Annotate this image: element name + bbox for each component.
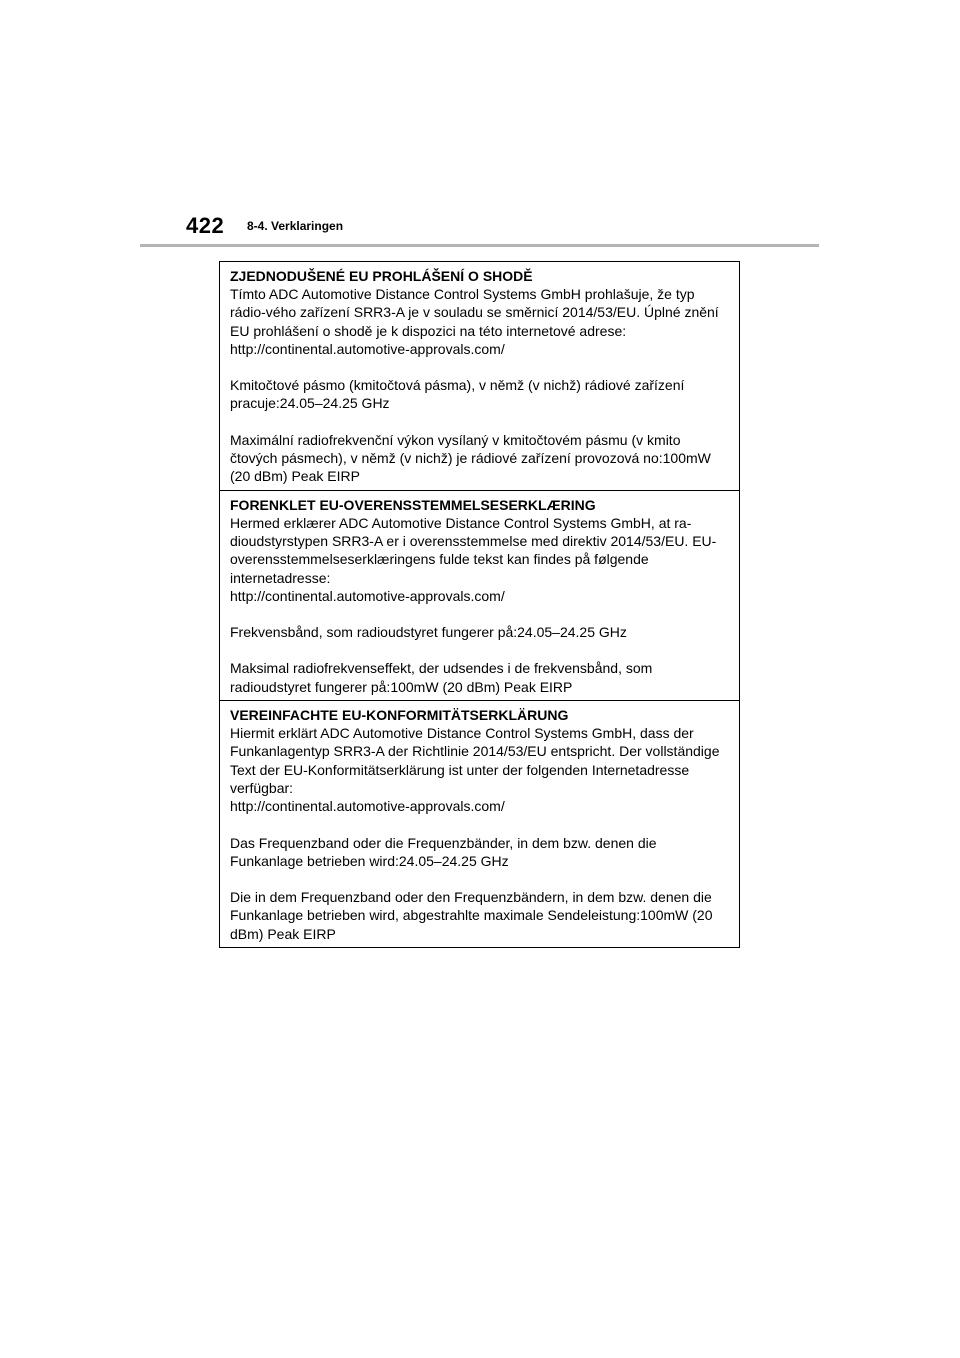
declaration-text: Hermed erklærer ADC Automotive Distance Control Systems GmbH, at ra-dioudstyrstypen SRR3-A er i overensstemmelse med direktiv 2014/53/EU. EU-overensstemmelseserklæringens fulde tekst kan findes på følgende internetadresse: xyxy=(230,514,717,586)
section-heading: ZJEDNODUŠENÉ EU PROHLÁŠENÍ O SHODĚ xyxy=(230,268,533,284)
max-power-text: Maksimal radiofrekvenseffekt, der udsendes i de frekvensbånd, som radioudstyret fungerer på:100mW (20 dBm) Peak EIRP xyxy=(230,660,653,695)
max-power-text: Maximální radiofrekvenční výkon vysílaný v kmitočtovém pásmu (v kmito čtových pásmech), v němž (v nichž) je rádiové zařízení provozová no:100mW (20 dBm) Peak EIRP xyxy=(230,431,711,485)
frequency-band-text: Kmitočtové pásmo (kmitočtová pásma), v němž (v nichž) rádiové zařízení pracuje:24.05–24.25 GHz xyxy=(230,377,685,412)
section-heading: VEREINFACHTE EU-KONFORMITÄTSERKLÄRUNG xyxy=(230,707,569,724)
declaration-section-czech xyxy=(220,262,739,491)
declaration-section-danish xyxy=(220,491,739,701)
frequency-band-text: Das Frequenzband oder die Frequenzbänder, in dem bzw. denen die Funkanlage betrieben wird:24.05–24.25 GHz xyxy=(230,834,657,869)
approval-url: http://continental.automotive-approvals.com/ xyxy=(230,798,505,815)
frequency-band-text: Frekvensbånd, som radioudstyret fungerer på:24.05–24.25 GHz xyxy=(230,624,627,641)
header-rule xyxy=(140,244,819,247)
section-title: 8-4. Verklaringen xyxy=(247,219,344,233)
max-power-text: Die in dem Frequenzband oder den Frequenzbändern, in dem bzw. denen die Funkanlage betrieben wird, abgestrahlte maximale Sendeleistung:100mW (20 dBm) Peak EIRP xyxy=(230,889,713,942)
declaration-text: Hiermit erklärt ADC Automotive Distance Control Systems GmbH, dass der Funkanlagentyp SRR3-A der Richtlinie 2014/53/EU entspricht. Der vollständige Text der EU-Konformitätserklärung ist unter der folgenden Internetadresse verfügbar: xyxy=(230,725,720,796)
section-heading: FORENKLET EU-OVERENSSTEMMELSESERKLÆRING xyxy=(230,496,596,513)
approval-url: http://continental.automotive-approvals.com/ xyxy=(230,340,505,357)
page-number: 422 xyxy=(186,213,225,238)
approval-url: http://continental.automotive-approvals.com/ xyxy=(230,587,505,604)
declaration-section-german xyxy=(220,701,739,947)
declaration-text: Tímto ADC Automotive Distance Control Systems GmbH prohlašuje, že typ rádio-vého zařízení SRR3-A je v souladu se směrnicí 2014/53/EU. Úplné znění EU prohlášení o shodě je k dispozici na této internetové adrese: xyxy=(230,286,719,339)
declaration-box xyxy=(219,261,740,948)
